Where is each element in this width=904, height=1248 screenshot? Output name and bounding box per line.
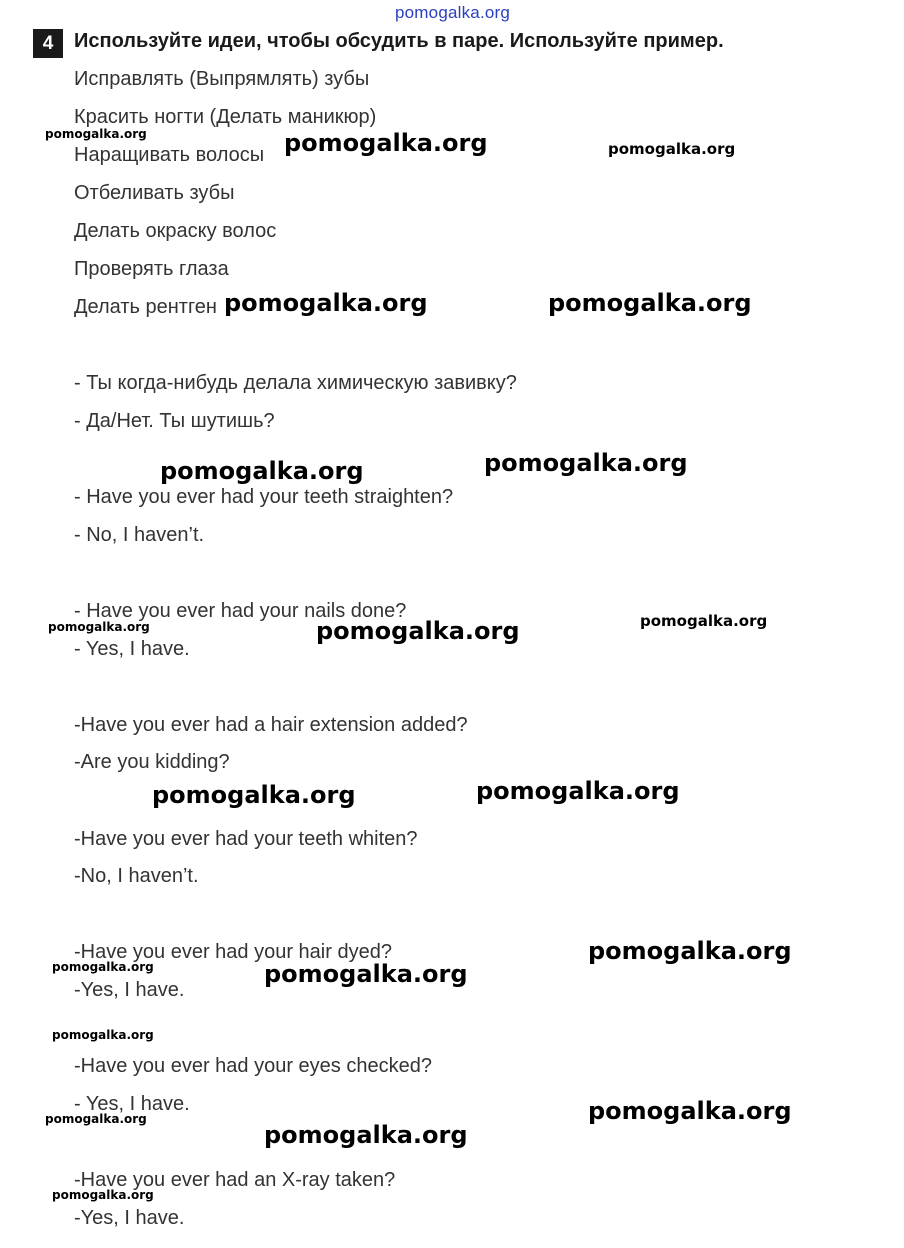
watermark: pomogalka.org: [608, 140, 736, 158]
dialogue-question: -Have you ever had your teeth whiten?: [74, 828, 418, 850]
idea-item: Отбеливать зубы: [74, 182, 235, 204]
watermark: pomogalka.org: [588, 1097, 792, 1125]
top-watermark: pomogalka.org: [395, 3, 511, 22]
idea-item: Делать рентген: [74, 296, 217, 318]
idea-item: Делать окраску волос: [74, 220, 277, 242]
watermark: pomogalka.org: [45, 127, 147, 141]
dialogue-question: - Have you ever had your teeth straighten?: [74, 486, 454, 508]
dialogue-answer: - Yes, I have.: [74, 638, 190, 660]
idea-item: Исправлять (Выпрямлять) зубы: [74, 68, 370, 90]
dialogue-answer: - Yes, I have.: [74, 1093, 190, 1115]
watermark: pomogalka.org: [484, 449, 688, 477]
idea-item: Наращивать волосы: [74, 144, 265, 166]
example-line: - Ты когда-нибудь делала химическую завивку?: [74, 372, 517, 394]
watermark: pomogalka.org: [45, 1112, 147, 1126]
exercise-number-badge: 4: [33, 29, 63, 58]
dialogue-question: -Have you ever had your eyes checked?: [74, 1055, 432, 1077]
exercise-instruction: Используйте идеи, чтобы обсудить в паре. Используйте пример.: [74, 30, 724, 52]
watermark: pomogalka.org: [264, 1121, 468, 1149]
watermark: pomogalka.org: [224, 289, 428, 317]
dialogue-answer: -No, I haven’t.: [74, 865, 199, 887]
watermark: pomogalka.org: [588, 937, 792, 965]
watermark: pomogalka.org: [160, 457, 364, 485]
dialogue-answer: -Yes, I have.: [74, 1207, 185, 1229]
idea-item: Проверять глаза: [74, 258, 229, 280]
dialogue-question: -Have you ever had your hair dyed?: [74, 941, 392, 963]
dialogue-question: -Have you ever had an X-ray taken?: [74, 1169, 396, 1191]
dialogue-question: -Have you ever had a hair extension added?: [74, 714, 468, 736]
example-line: - Да/Нет. Ты шутишь?: [74, 410, 275, 432]
watermark: pomogalka.org: [264, 960, 468, 988]
dialogue-question: - Have you ever had your nails done?: [74, 600, 407, 622]
watermark: pomogalka.org: [548, 289, 752, 317]
watermark: pomogalka.org: [52, 1028, 154, 1042]
dialogue-answer: - No, I haven’t.: [74, 524, 205, 546]
watermark: pomogalka.org: [284, 129, 488, 157]
watermark: pomogalka.org: [48, 620, 150, 634]
watermark: pomogalka.org: [52, 960, 154, 974]
watermark: pomogalka.org: [640, 612, 768, 630]
watermark: pomogalka.org: [476, 777, 680, 805]
watermark: pomogalka.org: [316, 617, 520, 645]
dialogue-answer: -Yes, I have.: [74, 979, 185, 1001]
watermark: pomogalka.org: [52, 1188, 154, 1202]
idea-item: Красить ногти (Делать маникюр): [74, 106, 377, 128]
watermark: pomogalka.org: [152, 781, 356, 809]
dialogue-answer: -Are you kidding?: [74, 751, 230, 773]
